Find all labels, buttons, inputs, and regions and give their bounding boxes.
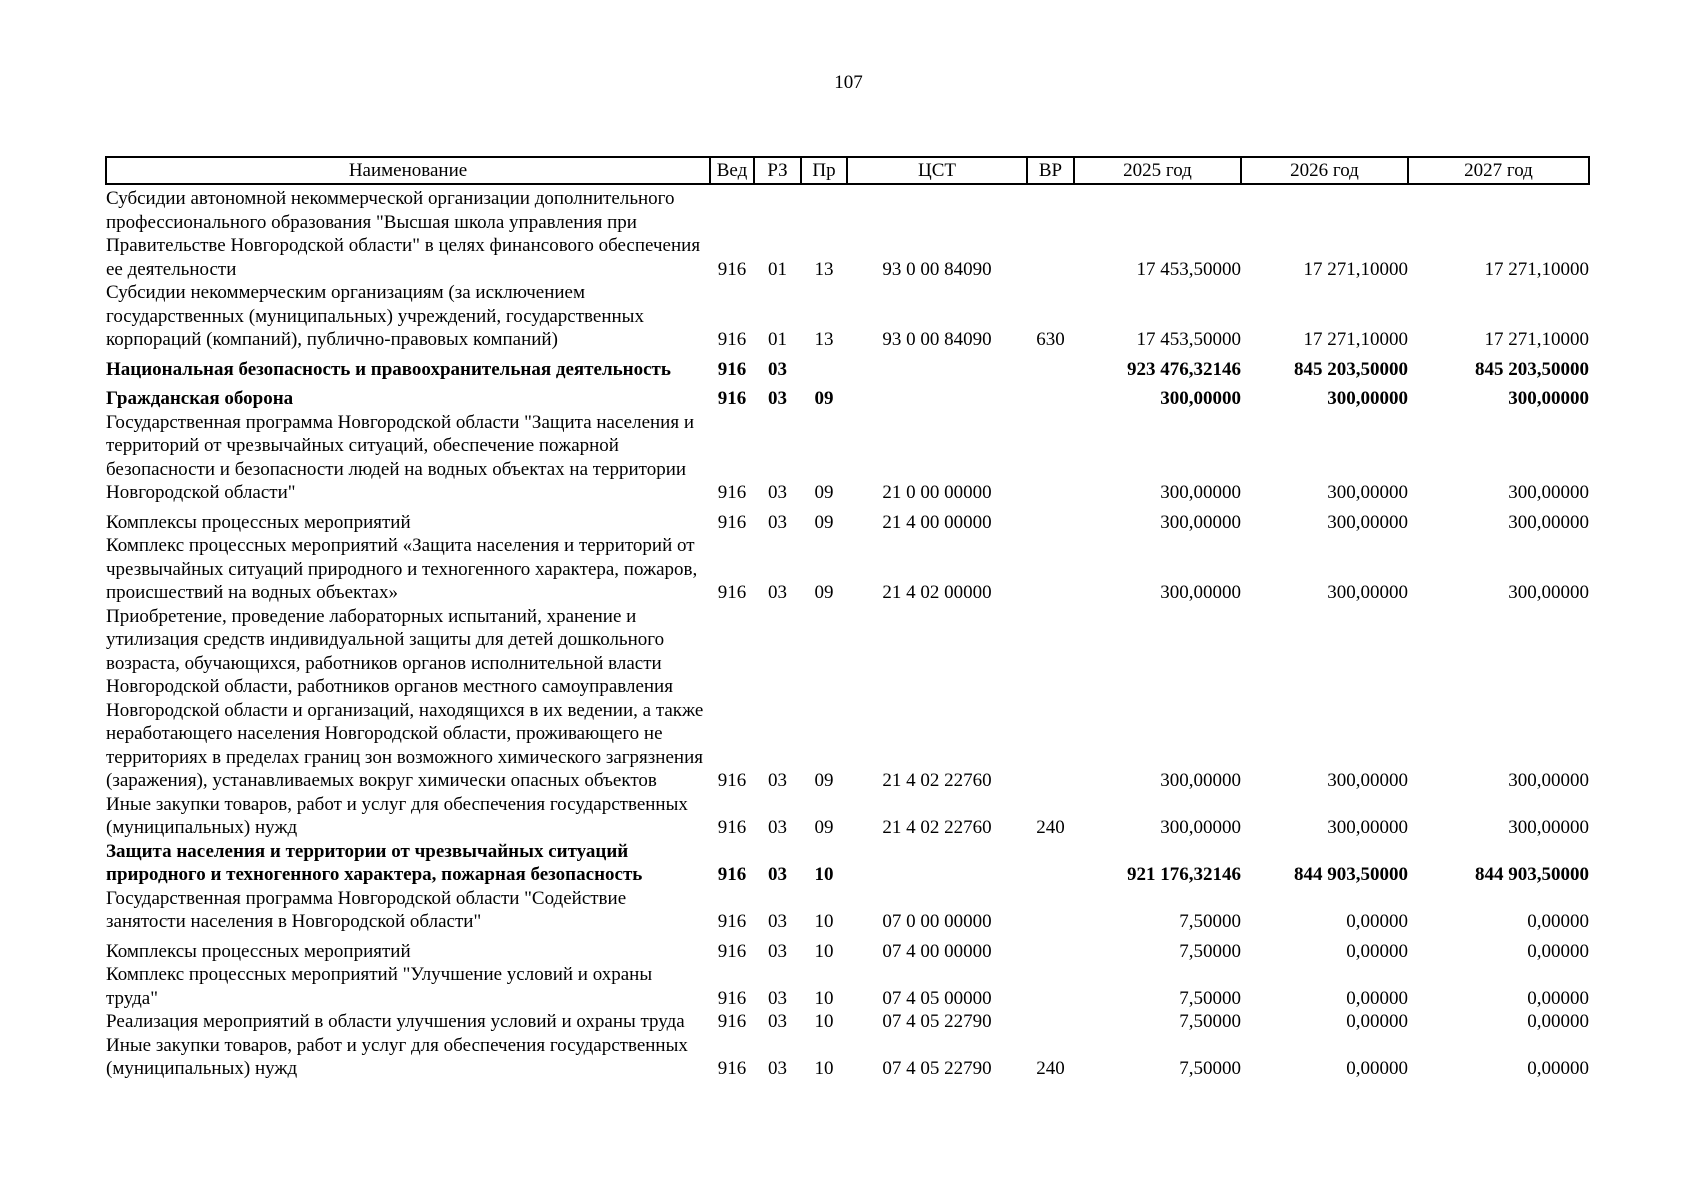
row-2026: 300,00000 [1327, 482, 1408, 503]
row-2027: 300,00000 [1508, 482, 1589, 503]
header-2025: 2025 год [1074, 157, 1241, 184]
table-row [106, 793, 1589, 840]
row-ved: 916 [717, 911, 747, 932]
table-row [106, 352, 1589, 382]
row-2027: 0,00000 [1527, 940, 1589, 962]
table-row [106, 963, 1589, 1010]
row-2025: 7,50000 [1179, 987, 1241, 1009]
row-2025: 300,00000 [1160, 388, 1241, 409]
row-vr [1027, 352, 1074, 382]
row-pr [801, 352, 847, 382]
row-2026: 0,00000 [1346, 1011, 1408, 1032]
row-2025: 300,00000 [1160, 482, 1241, 503]
row-2025: 300,00000 [1160, 817, 1241, 838]
row-cst: 07 4 05 00000 [882, 987, 992, 1009]
row-vr [1027, 505, 1074, 535]
row-cst: 21 4 00 00000 [882, 511, 992, 533]
row-name: Субсидии автономной некоммерческой организации дополнительного профессионального образования "Высшая школа управления при Правительстве Новгородской области" в целях финансового обеспечения ее деятельности [106, 188, 701, 280]
row-2025: 17 453,50000 [1136, 329, 1241, 350]
row-pr: 10 [814, 911, 834, 932]
row-2027: 300,00000 [1508, 817, 1589, 838]
row-vr [1027, 184, 1074, 281]
row-cst: 21 4 02 22760 [882, 770, 992, 791]
header-rz: РЗ [754, 157, 801, 184]
row-2027: 0,00000 [1527, 1011, 1589, 1032]
row-name: Приобретение, проведение лабораторных испытаний, хранение и утилизация средств индивидуальной защиты для детей дошкольного возраста, обучающихся, работников органов исполнительной власти Новгородской области, работников органов местного самоуправления Новгородской области и организаций, находящихся в их ведении, а также неработающего населения Новгородской области, проживающего не территориях в пределах границ зон возможного химического загрязнения (заражения), устанавливаемых вокруг химически опасных объектов [106, 605, 704, 791]
row-2025: 921 176,32146 [1127, 864, 1241, 885]
row-rz: 03 [768, 864, 787, 885]
row-2026: 0,00000 [1346, 940, 1408, 962]
row-name: Иные закупки товаров, работ и услуг для обеспечения государственных (муниципальных) нужд [106, 1034, 688, 1079]
table-header-row [106, 157, 1589, 184]
row-name: Реализация мероприятий в области улучшения условий и охраны труда [106, 1011, 685, 1032]
row-2026: 300,00000 [1327, 388, 1408, 409]
row-2025: 923 476,32146 [1127, 358, 1241, 380]
row-2026: 845 203,50000 [1294, 358, 1408, 380]
row-pr: 09 [814, 511, 834, 533]
row-cst: 21 0 00 00000 [882, 482, 992, 503]
row-vr [1027, 934, 1074, 964]
row-2025: 7,50000 [1179, 940, 1241, 962]
row-ved: 916 [717, 329, 747, 350]
row-pr: 10 [814, 940, 834, 962]
table-row [106, 887, 1589, 934]
table-row [106, 840, 1589, 887]
table-row [106, 184, 1589, 281]
row-cst [847, 352, 1027, 382]
row-rz: 03 [768, 940, 787, 962]
table-row [106, 1034, 1589, 1081]
row-2027: 17 271,10000 [1484, 258, 1589, 280]
row-2025: 300,00000 [1160, 770, 1241, 791]
row-name: Государственная программа Новгородской области "Защита населения и территорий от чрезвычайных ситуаций, обеспечение пожарной безопасности и безопасности людей на водных объектах на территории Новгородской области" [106, 411, 694, 503]
row-vr [1027, 605, 1074, 793]
row-2025: 300,00000 [1160, 511, 1241, 533]
row-name: Комплекс процессных мероприятий «Защита населения и территорий от чрезвычайных ситуаций природного и техногенного характера, пожаров, происшествий на водных объектах» [106, 535, 698, 603]
header-ved: Вед [710, 157, 754, 184]
row-vr [1027, 1010, 1074, 1034]
page-number: 107 [834, 72, 863, 93]
row-vr: 630 [1036, 329, 1065, 350]
row-pr: 09 [814, 817, 834, 838]
row-vr: 240 [1036, 817, 1065, 838]
row-ved: 916 [717, 358, 747, 380]
table-body [106, 184, 1589, 1081]
row-ved: 916 [717, 1058, 747, 1079]
row-2027: 0,00000 [1527, 911, 1589, 932]
row-pr: 10 [814, 1058, 834, 1079]
row-vr [1027, 534, 1074, 605]
row-cst [847, 381, 1027, 411]
row-2027: 300,00000 [1508, 770, 1589, 791]
row-rz: 03 [768, 1058, 787, 1079]
row-name: Комплексы процессных мероприятий [106, 940, 411, 962]
row-cst: 07 0 00 00000 [882, 911, 992, 932]
row-2026: 17 271,10000 [1303, 329, 1408, 350]
table-row [106, 534, 1589, 605]
row-cst: 21 4 02 22760 [882, 817, 992, 838]
row-pr: 09 [814, 770, 834, 791]
row-ved: 916 [717, 1011, 747, 1032]
row-2027: 845 203,50000 [1475, 358, 1589, 380]
row-2025: 7,50000 [1179, 1058, 1241, 1079]
row-rz: 03 [768, 1011, 787, 1032]
row-rz: 03 [768, 388, 787, 409]
row-rz: 03 [768, 511, 787, 533]
budget-table [105, 156, 1590, 1081]
row-vr: 240 [1036, 1058, 1065, 1079]
table-row [106, 505, 1589, 535]
row-2026: 0,00000 [1346, 911, 1408, 932]
row-2026: 300,00000 [1327, 770, 1408, 791]
row-ved: 916 [717, 817, 747, 838]
row-ved: 916 [717, 940, 747, 962]
row-pr: 10 [814, 987, 834, 1009]
row-vr [1027, 840, 1074, 887]
row-rz: 03 [768, 770, 787, 791]
row-2027: 300,00000 [1508, 511, 1589, 533]
row-name: Государственная программа Новгородской области "Содействие занятости населения в Новгородской области" [106, 887, 627, 932]
row-vr [1027, 887, 1074, 934]
row-name: Защита населения и территории от чрезвычайных ситуаций природного и техногенного характера, пожарная безопасность [106, 840, 643, 885]
row-ved: 916 [717, 582, 747, 603]
row-rz: 03 [768, 482, 787, 503]
row-2025: 7,50000 [1179, 911, 1241, 932]
row-2027: 0,00000 [1527, 987, 1589, 1009]
row-pr: 09 [814, 482, 834, 503]
row-pr: 13 [814, 329, 834, 350]
row-pr: 10 [814, 864, 834, 885]
header-name: Наименование [106, 157, 710, 184]
row-ved: 916 [717, 388, 747, 409]
row-2027: 844 903,50000 [1475, 864, 1589, 885]
row-ved: 916 [717, 258, 747, 280]
row-2026: 0,00000 [1346, 987, 1408, 1009]
row-pr: 13 [814, 258, 834, 280]
row-2027: 17 271,10000 [1484, 329, 1589, 350]
row-vr [1027, 411, 1074, 505]
row-2027: 300,00000 [1508, 388, 1589, 409]
row-name: Комплексы процессных мероприятий [106, 511, 411, 533]
row-vr [1027, 963, 1074, 1010]
row-2027: 300,00000 [1508, 582, 1589, 603]
row-name: Субсидии некоммерческим организациям (за исключением государственных (муниципальных) учреждений, государственных корпораций (компаний), публично-правовых компаний) [106, 282, 644, 350]
row-2026: 17 271,10000 [1303, 258, 1408, 280]
row-vr [1027, 381, 1074, 411]
row-ved: 916 [717, 770, 747, 791]
header-cst: ЦСТ [847, 157, 1027, 184]
row-cst [847, 840, 1027, 887]
row-2026: 300,00000 [1327, 817, 1408, 838]
table-row [106, 281, 1589, 352]
row-name: Гражданская оборона [106, 388, 294, 409]
row-rz: 03 [768, 911, 787, 932]
row-2026: 300,00000 [1327, 511, 1408, 533]
header-2027: 2027 год [1408, 157, 1589, 184]
table-row [106, 934, 1589, 964]
row-rz: 03 [768, 358, 787, 380]
table-row [106, 381, 1589, 411]
row-rz: 01 [768, 329, 787, 350]
row-cst: 07 4 05 22790 [882, 1011, 992, 1032]
row-cst: 21 4 02 00000 [882, 582, 992, 603]
row-2027: 0,00000 [1527, 1058, 1589, 1079]
row-cst: 93 0 00 84090 [882, 329, 992, 350]
row-ved: 916 [717, 511, 747, 533]
row-2026: 300,00000 [1327, 582, 1408, 603]
header-vr: ВР [1027, 157, 1074, 184]
table-row [106, 411, 1589, 505]
row-2025: 7,50000 [1179, 1011, 1241, 1032]
table-row [106, 605, 1589, 793]
row-cst: 07 4 05 22790 [882, 1058, 992, 1079]
row-2025: 300,00000 [1160, 582, 1241, 603]
row-name: Комплекс процессных мероприятий "Улучшение условий и охраны труда" [106, 964, 653, 1009]
row-rz: 03 [768, 987, 787, 1009]
row-ved: 916 [717, 987, 747, 1009]
row-pr: 09 [814, 582, 834, 603]
row-ved: 916 [717, 864, 747, 885]
row-ved: 916 [717, 482, 747, 503]
row-cst: 07 4 00 00000 [882, 940, 992, 962]
row-cst: 93 0 00 84090 [882, 258, 992, 280]
row-pr: 09 [814, 388, 834, 409]
row-2025: 17 453,50000 [1136, 258, 1241, 280]
row-rz: 03 [768, 817, 787, 838]
row-2026: 844 903,50000 [1294, 864, 1408, 885]
row-rz: 01 [768, 258, 787, 280]
table-row [106, 1010, 1589, 1034]
row-pr: 10 [814, 1011, 834, 1032]
row-name: Национальная безопасность и правоохранительная деятельность [106, 358, 671, 380]
header-2026: 2026 год [1241, 157, 1408, 184]
row-2026: 0,00000 [1346, 1058, 1408, 1079]
row-name: Иные закупки товаров, работ и услуг для обеспечения государственных (муниципальных) нужд [106, 793, 688, 838]
header-pr: Пр [801, 157, 847, 184]
row-rz: 03 [768, 582, 787, 603]
